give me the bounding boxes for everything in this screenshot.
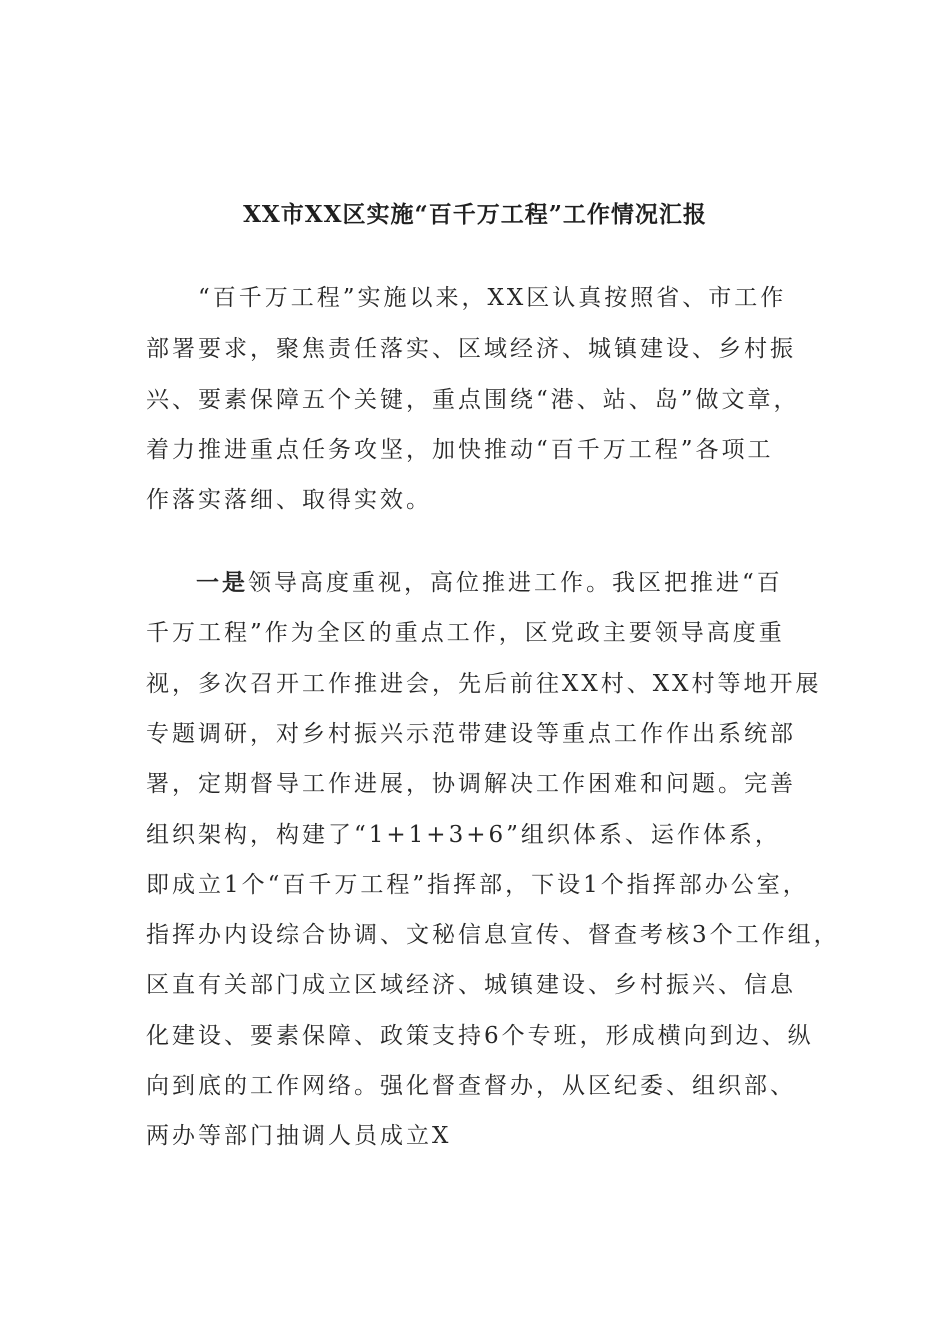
- paragraph-line: 兴、要素保障五个关键，重点围绕“港、站、岛”做文章，: [146, 387, 800, 413]
- section-first-line: [196, 568, 783, 598]
- paragraph-line: 化建设、要素保障、政策支持6个专班，形成横向到边、纵: [146, 1023, 814, 1049]
- paragraph-line: 部署要求，聚焦责任落实、区域经济、城镇建设、乡村振: [146, 336, 796, 362]
- paragraph-line: 署，定期督导工作进展，协调解决工作困难和问题。完善: [146, 771, 796, 797]
- paragraph-line: 向到底的工作网络。强化督查督办，从区纪委、组织部、: [146, 1073, 796, 1099]
- paragraph-line: 区直有关部门成立区域经济、城镇建设、乡村振兴、信息: [146, 972, 796, 998]
- paragraph-line: 两办等部门抽调人员成立X: [146, 1123, 452, 1149]
- paragraph-line: 视，多次召开工作推进会，先后前往XX村、XX村等地开展: [146, 671, 822, 697]
- paragraph-line: 指挥办内设综合协调、文秘信息宣传、督查考核3个工作组，: [146, 922, 840, 948]
- paragraph-line: “百千万工程”实施以来，XX区认真按照省、市工作: [172, 285, 787, 311]
- section-lead: 一是: [196, 569, 248, 596]
- paragraph-line: 作落实落细、取得实效。: [146, 487, 432, 513]
- paragraph-line: 组织架构，构建了“1+1+3+6”组织体系、运作体系，: [146, 822, 781, 848]
- paragraph-line: 着力推进重点任务攻坚，加快推动“百千万工程”各项工: [146, 437, 774, 463]
- paragraph-line: 千万工程”作为全区的重点工作，区党政主要领导高度重: [146, 620, 785, 646]
- paragraph-line: 即成立1个“百千万工程”指挥部，下设1个指挥部办公室，: [146, 872, 809, 898]
- document-title: XX市XX区实施“百千万工程”工作情况汇报: [243, 201, 707, 228]
- section-first-line-text: 领导高度重视，高位推进工作。我区把推进“百: [248, 570, 783, 596]
- paragraph-line: 专题调研，对乡村振兴示范带建设等重点工作作出系统部: [146, 721, 796, 747]
